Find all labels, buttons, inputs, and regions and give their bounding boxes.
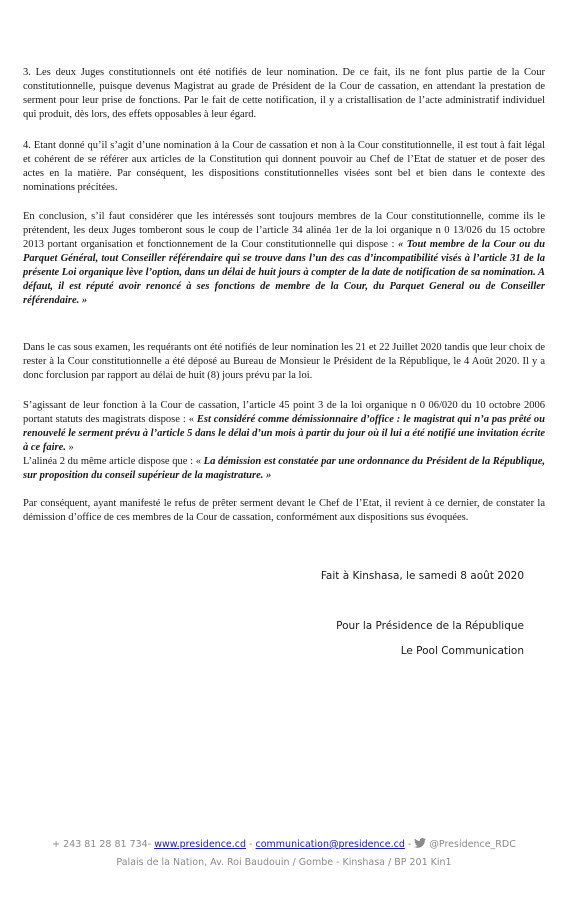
paragraph-4-text: 4. Etant donné qu’il s’agit d’une nomination à la Cour de cassation et non à la Cour constitutionnelle, il est tout à fait légal et cohérent de se référer aux articles de la Constitution qui donnent pouvoir au Chef de l’Etat de statuer et de poser des actes en la matière. Par conséquent, les dispositions constitutionnelles visées sont bel et bien dans le contexte des nominations précitées.: [23, 140, 545, 193]
paragraph-4: [23, 139, 545, 195]
alinea-intro: L’alinéa 2 du même article dispose que : «: [23, 456, 204, 467]
footer-phone: + 243 81 28 81 734-: [52, 839, 152, 850]
article-45-paragraph: [23, 399, 545, 455]
alinea-quote: La démission est constatée par une ordonnance du Président de la République, sur proposition du conseil supérieur de la magistrature. »: [23, 456, 545, 481]
conclusion-intro: En conclusion, s’il faut considérer que les intéressés sont toujours membres de la Cour constitutionnelle, comme ils le prétendent, les deux Juges tomberont sous le coup de l’article 34 alinéa 1er de la loi organique n 0 13/026 du 15 octobre 2013 portant organisation et fonctionnement de la Cour constitutionnelle qui dispose :: [23, 211, 545, 250]
case-paragraph: [23, 341, 545, 383]
place-date: Fait à Kinshasa, le samedi 8 août 2020: [320, 570, 524, 582]
final-text: Par conséquent, ayant manifesté le refus de prêter serment devant le Chef de l’Etat, il revient à ce dernier, de constater la démission d’office de ces membres de la Cour de cassation, conformément aux dispositions sus évoquées.: [23, 498, 545, 523]
footer-separator: -: [246, 839, 256, 850]
paragraph-3-text: 3. Les deux Juges constitutionnels ont été notifiés de leur nomination. De ce fait, ils ne font plus partie de la Cour constitutionnelle, puisque devenus Magistrat au grade de Président de la Cour de cassation, en attendant la prestation de serment pour leur prise de fonctions. Par le fait de cette notification, il y a cristallisation de l’acte administratif individuel qui produit, dès lors, des effets opposables à leur égard.: [23, 67, 545, 120]
article-45-end: »: [65, 442, 74, 453]
twitter-handle: @Presidence_RDC: [429, 839, 516, 850]
conclusion-paragraph: [23, 210, 545, 308]
website-link[interactable]: www.presidence.cd: [154, 839, 247, 850]
conclusion-text: [23, 210, 545, 308]
issuer: Pour la Présidence de la République: [336, 620, 524, 632]
footer-contact-line: [0, 838, 568, 850]
footer-address: Palais de la Nation, Av. Roi Baudouin / Gombe - Kinshasa / BP 201 Kin1: [116, 857, 452, 868]
alinea-paragraph: [23, 455, 545, 483]
email-link[interactable]: communication@presidence.cd: [255, 839, 405, 850]
final-paragraph: [23, 497, 545, 525]
article-45-quote: Est considéré comme démissionnaire d’office : le magistrat qui n’a pas prêté ou renouvelé le serment prévu à l’article 5 dans le délai d’un mois à partir du jour où il lui a été notifié une invitation écrite à ce faire.: [23, 414, 546, 453]
paragraph-3: [23, 66, 545, 122]
article-45-text: [23, 399, 545, 455]
twitter-bird-icon: [414, 838, 426, 848]
case-text: Dans le cas sous examen, les requérants ont été notifiés de leur nomination les 21 et 22 Juillet 2020 tandis que leur choix de rester à la Cour constitutionnelle a été déposé au Bureau de Monsieur le Président de la République, le 4 Août 2020. Il y a donc forclusion par rapport au délai de huit (8) jours prévu par la loi.: [23, 342, 545, 381]
alinea-text: [23, 455, 545, 483]
footer-separator: -: [404, 839, 415, 850]
article-45-intro: S’agissant de leur fonction à la Cour de cassation, l’article 45 point 3 de la loi organique n 0 06/020 du 10 octobre 2006 portant statuts des magistrats dispose : «: [23, 400, 545, 425]
conclusion-quote: « Tout membre de la Cour ou du Parquet Général, tout Conseiller référendaire qui se trouve dans l’un des cas d’incompatibilité visés à l’article 31 de la présente Loi organique lève l’option, dans un délai de huit jours à compter de la date de notification de sa nomination. A défaut, il est réputé avoir renoncé à ses fonctions de membre de la Cour, du Parquet General ou de Conseiller référendaire. »: [23, 239, 545, 306]
issuer-unit: Le Pool Communication: [400, 645, 524, 657]
twitter-link[interactable]: [414, 839, 516, 850]
